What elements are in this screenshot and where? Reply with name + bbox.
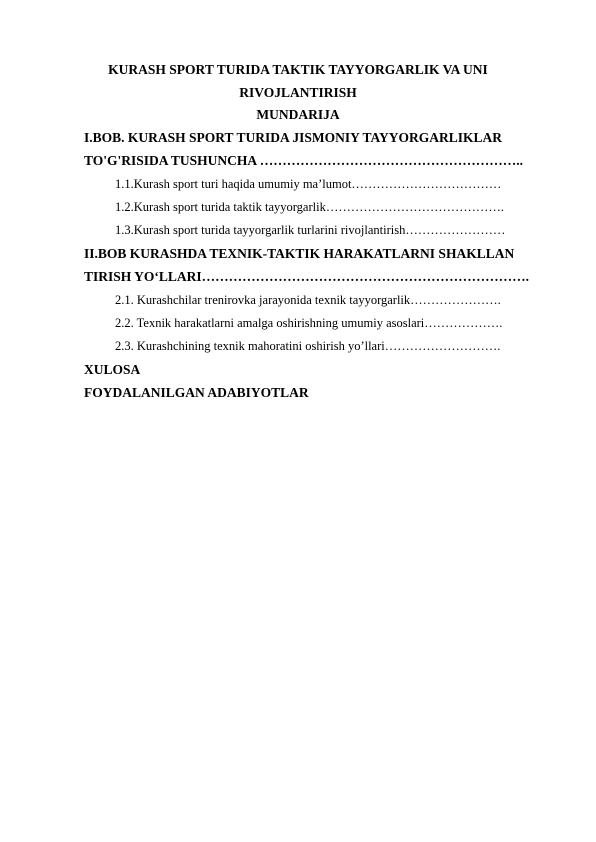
toc-item-1-1: 1.1.Kurash sport turi haqida umumiy ma’lumot……………………………… bbox=[115, 177, 502, 191]
document-title-line-2: RIVOJLANTIRISH bbox=[239, 85, 357, 100]
contents-heading: MUNDARIJA bbox=[256, 107, 340, 122]
references-heading: FOYDALANILGAN ADABIYOTLAR bbox=[84, 385, 309, 400]
toc-item-1-2: 1.2.Kurash sport turida taktik tayyorgarlik……………………………………. bbox=[115, 200, 504, 214]
toc-item-2-2: 2.2. Texnik harakatlarni amalga oshirishning umumiy asoslari………………. bbox=[115, 316, 503, 330]
chapter-1-heading-line-1: I.BOB. KURASH SPORT TURIDA JISMONIY TAYYORGARLIKLAR bbox=[84, 130, 502, 145]
toc-item-2-1: 2.1. Kurashchilar trenirovka jarayonida texnik tayyorgarlik…………………. bbox=[115, 293, 501, 307]
toc-item-1-3: 1.3.Kurash sport turida tayyorgarlik turlarini rivojlantirish…………………… bbox=[115, 223, 506, 237]
conclusion-heading: XULOSA bbox=[84, 362, 141, 377]
chapter-2-heading-line-2: TIRISH YO‘LLARI………………………………………………………………. bbox=[84, 269, 530, 284]
toc-item-2-3: 2.3. Kurashchining texnik mahoratini oshirish yo’llari………………………. bbox=[115, 339, 501, 353]
chapter-2-heading-line-1: II.BOB KURASHDA TEXNIK-TAKTIK HARAKATLARNI SHAKLLAN bbox=[84, 246, 515, 261]
chapter-1-heading-line-2: TO'G'RISIDA TUSHUNCHA ………………………………………………….. bbox=[84, 153, 524, 168]
document-title-line-1: KURASH SPORT TURIDA TAKTIK TAYYORGARLIK VA UNI bbox=[108, 62, 488, 77]
